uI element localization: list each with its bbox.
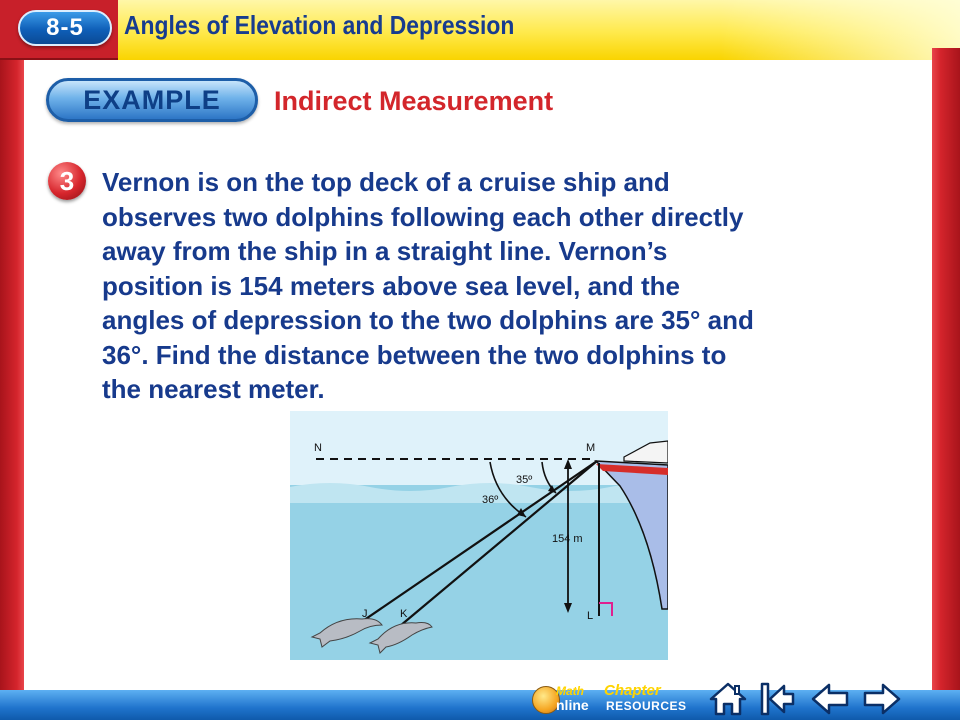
label-k: K <box>400 608 408 620</box>
first-slide-button[interactable] <box>756 680 796 718</box>
label-height: 154 m <box>552 533 583 545</box>
header-fade <box>720 0 960 60</box>
problem-line: 36°. Find the distance between the two dolphins to <box>102 339 727 370</box>
label-j: J <box>362 608 368 620</box>
frame-left-border <box>0 60 24 690</box>
problem-line: observes two dolphins following each other directly <box>102 201 744 232</box>
lesson-header <box>0 0 960 60</box>
home-chimney <box>735 686 739 694</box>
problem-line: the nearest meter. <box>102 374 325 404</box>
back-button[interactable] <box>810 680 850 718</box>
example-title: Indirect Measurement <box>274 86 554 116</box>
home-button[interactable] <box>708 680 748 718</box>
math-online-button[interactable] <box>532 680 592 716</box>
frame-right-border <box>932 48 960 690</box>
chapter-label: Chapter <box>604 682 661 699</box>
back-arrow-icon <box>813 685 847 713</box>
label-angle-36: 36º <box>482 494 499 506</box>
label-n: N <box>314 442 322 454</box>
forward-arrow-icon <box>865 685 899 713</box>
lesson-tab <box>0 0 118 60</box>
problem-line: away from the ship in a straight line. Vernon’s <box>102 236 668 266</box>
label-angle-35: 35º <box>516 474 533 486</box>
math-online-label-top: Math <box>556 684 584 698</box>
example-number-bubble: 3 <box>48 162 86 200</box>
problem-line: position is 154 meters above sea level, and the <box>102 270 681 301</box>
math-online-label-bottom: nline <box>556 697 589 713</box>
depression-angle-diagram <box>290 411 668 660</box>
lesson-number-badge: 8-5 <box>18 10 112 46</box>
problem-line: Vernon is on the top deck of a cruise ship and <box>102 167 670 197</box>
label-l: L <box>587 610 594 622</box>
label-m: M <box>586 442 596 454</box>
example-badge: EXAMPLE <box>46 78 258 122</box>
first-slide-icon <box>762 684 793 714</box>
forward-button[interactable] <box>862 680 902 718</box>
lesson-title: Angles of Elevation and Depression <box>124 10 515 40</box>
problem-text <box>102 165 922 407</box>
problem-line: angles of depression to the two dolphins are 35° and <box>102 305 754 335</box>
chapter-resources-button[interactable] <box>604 682 694 716</box>
resources-label: RESOURCES <box>606 699 687 713</box>
